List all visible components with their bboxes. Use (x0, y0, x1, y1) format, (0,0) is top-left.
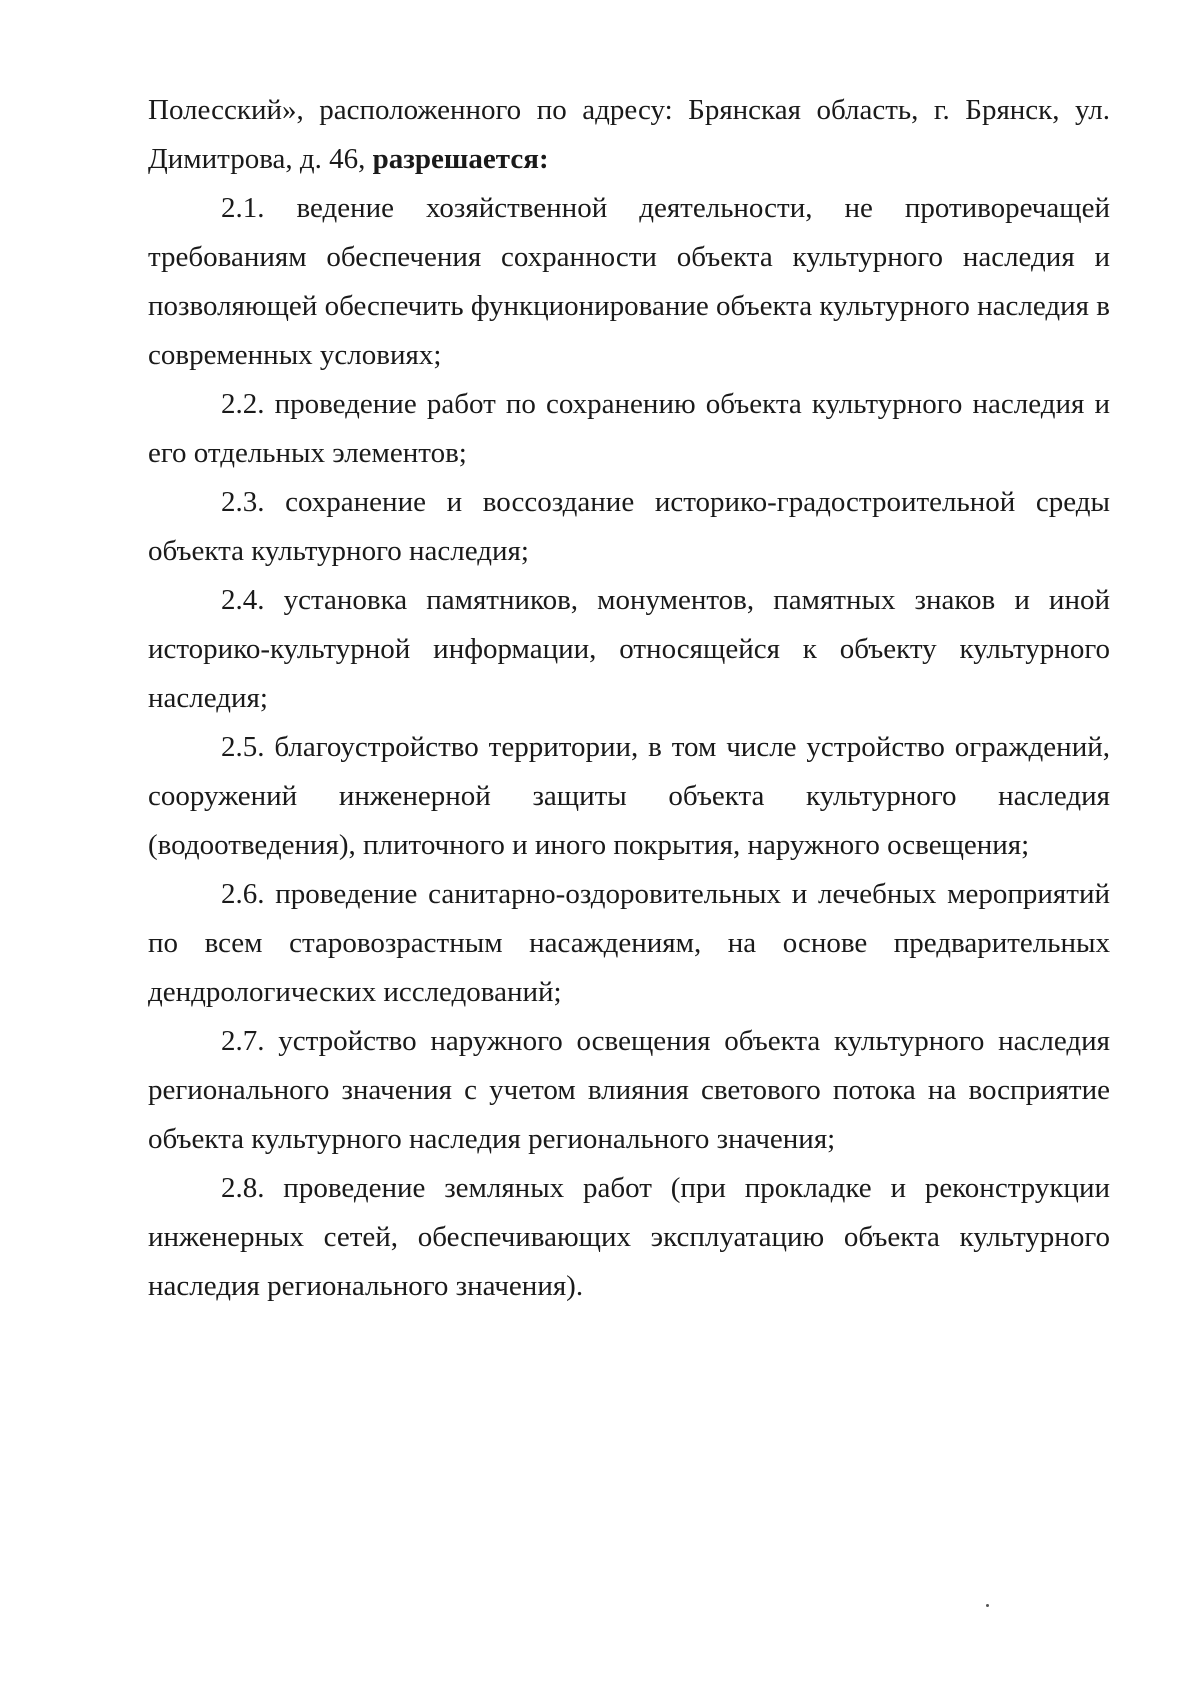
item-number: 2.3. (221, 486, 265, 518)
item-text: проведение земляных работ (при прокладке и реконструкции инженерных сетей, обеспечивающих эксплуатацию объекта культурного наследия регионального значения). (148, 1172, 1110, 1302)
item-number: 2.8. (221, 1172, 265, 1204)
document-body (148, 86, 1110, 1311)
opening-text: Полесский», расположенного по адресу: Брянская область, г. Брянск, ул. Димитрова, д. 46, (148, 94, 1110, 175)
list-item-2-7 (148, 1017, 1110, 1164)
scan-speck (986, 1604, 989, 1607)
item-number: 2.7. (221, 1025, 265, 1057)
item-number: 2.4. (221, 584, 265, 616)
item-text: установка памятников, монументов, памятных знаков и иной историко-культурной информации, относящейся к объекту культурного наследия; (148, 584, 1110, 714)
list-item-2-4 (148, 576, 1110, 723)
item-number: 2.1. (221, 192, 265, 224)
item-text: проведение санитарно-оздоровительных и лечебных мероприятий по всем старовозрастным насаждениям, на основе предварительных дендрологических исследований; (148, 878, 1110, 1008)
opening-emphasis: разрешается: (372, 143, 549, 175)
item-text: проведение работ по сохранению объекта культурного наследия и его отдельных элементов; (148, 388, 1110, 469)
item-text: благоустройство территории, в том числе устройство ограждений, сооружений инженерной защиты объекта культурного наследия (водоотведения), плиточного и иного покрытия, наружного освещения; (148, 731, 1110, 861)
list-item-2-3 (148, 478, 1110, 576)
list-item-2-2 (148, 380, 1110, 478)
list-item-2-5 (148, 723, 1110, 870)
item-number: 2.5. (221, 731, 265, 763)
item-text: сохранение и воссоздание историко-градостроительной среды объекта культурного наследия; (148, 486, 1110, 567)
opening-paragraph (148, 86, 1110, 184)
item-number: 2.6. (221, 878, 265, 910)
item-text: ведение хозяйственной деятельности, не противоречащей требованиям обеспечения сохранности объекта культурного наследия и позволяющей обеспечить функционирование объекта культурного наследия в современных условиях; (148, 192, 1110, 371)
item-text: устройство наружного освещения объекта культурного наследия регионального значения с учетом влияния светового потока на восприятие объекта культурного наследия регионального значения; (148, 1025, 1110, 1155)
list-item-2-8 (148, 1164, 1110, 1311)
item-number: 2.2. (221, 388, 265, 420)
list-item-2-1 (148, 184, 1110, 380)
list-item-2-6 (148, 870, 1110, 1017)
